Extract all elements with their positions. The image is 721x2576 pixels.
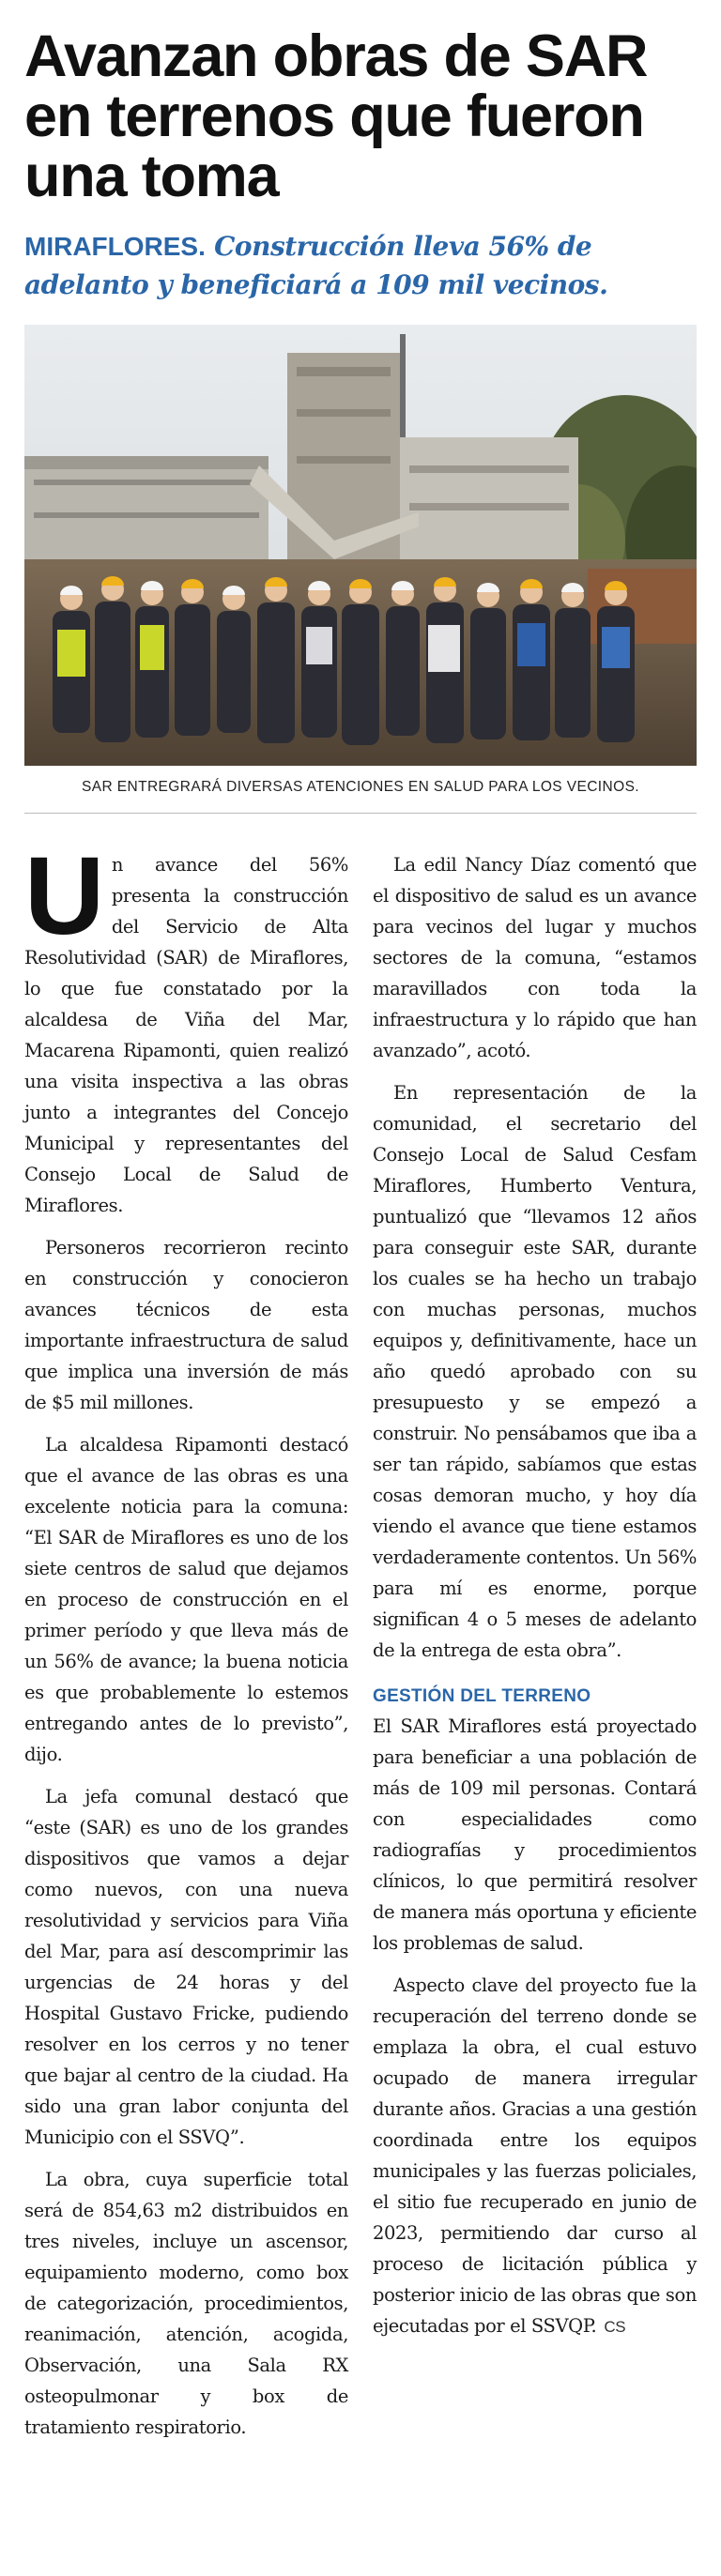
lead-location: MIRAFLORES.	[24, 232, 206, 261]
column-right	[373, 849, 697, 2454]
paragraph: Aspecto clave del proyecto fue la recuperación del terreno donde se emplaza la obra, el cual estuvo ocupado de manera irregular durante años. Gracias a una gestión coordinada entre los equipos municipales y las fuerzas policiales, el sitio fue recuperado en junio de 2023, permitiendo dar curso al proceso de licitación pública y posterior inicio de las obras que son ejecutadas por el SSVQP. CS	[373, 1974, 697, 2337]
column-left	[24, 834, 348, 2454]
section-subhead: GESTIÓN DEL TERRENO	[373, 1686, 591, 1706]
construction-site-photo	[24, 325, 697, 766]
paragraph: La alcaldesa Ripamonti destacó que el avance de las obras es una excelente noticia para la comuna: “El SAR de Miraflores es uno de los siete centros de salud que dejamos en proceso de construcción en el primer período y que lleva más de un 56% de avance; la buena noticia es que probablemente lo estemos entregando antes de lo previsto”, dijo.	[24, 1434, 348, 1765]
dropcap: U	[24, 834, 104, 958]
paragraph: La obra, cuya superficie total será de 854,63 m2 distribuidos en tres niveles, incluye un ascensor, equipamiento moderno, como box de categorización, procedimientos, reanimación, atención, acogida, Observación, una Sala RX osteopulmonar y box de tratamiento respiratorio.	[24, 2169, 348, 2438]
paragraph: La edil Nancy Díaz comentó que el dispositivo de salud es un avance para vecinos del lugar y muchos sectores de la comuna, “estamos maravillados con toda la infraestructura y lo rápido que han avanzado”, acotó.	[373, 854, 697, 1061]
paragraph: Un avance del 56% presenta la construcción del Servicio de Alta Resolutividad (SAR) de Miraflores, lo que fue constatado por la alcaldesa de Viña del Mar, Macarena Ripamonti, quien realizó una visita inspectiva a las obras junto a integrantes del Concejo Municipal y representantes del Consejo Local de Salud de Miraflores.	[24, 834, 348, 1216]
paragraph: La jefa comunal destacó que “este (SAR) es uno de los grandes dispositivos que vamos a dejar como nuevos, con una nueva resolutividad y servicios para Viña del Mar, para así descomprimir las urgencias de 24 horas y del Hospital Gustavo Fricke, pudiendo resolver en los cerros y no tener que bajar al centro de la ciudad. Ha sido una gran labor conjunta del Municipio con el SSVQ”.	[24, 1786, 348, 2148]
headline: Avanzan obras de SAR en terrenos que fueron una toma	[24, 23, 648, 209]
article-page	[0, 23, 721, 2576]
paragraph: En representación de la comunidad, el secretario del Consejo Local de Salud Cesfam Miraflores, Humberto Ventura, puntualizó que “llevamos 12 años para conseguir este SAR, durante los cuales se ha hecho un trabajo con muchas personas, muchos equipos y, definitivamente, hace un año quedó aprobado con su presupuesto y se empezó a construir. No pensábamos que iba a ser tan rápido, sabíamos que estas cosas demoran mucho, y hoy día viendo el avance que tiene estamos verdaderamente contentos. Un 56% para mí es enorme, porque significan 4 o 5 meses de adelanto de la entrega de esta obra”.	[373, 1082, 697, 1661]
photo-caption: SAR ENTREGRARÁ DIVERSAS ATENCIONES EN SALUD PARA LOS VECINOS.	[24, 779, 697, 814]
lead-text: Construcción lleva 56% de adelanto y beneficiará a 109 mil vecinos.	[24, 231, 608, 300]
end-mark: CS	[604, 2318, 626, 2336]
article-photo	[24, 325, 697, 766]
paragraph: Personeros recorrieron recinto en construcción y conocieron avances técnicos de esta importante infraestructura de salud que implica una inversión de más de $5 mil millones.	[24, 1237, 348, 1413]
lead	[24, 227, 697, 304]
article-body	[24, 834, 697, 2454]
paragraph: El SAR Miraflores está proyectado para beneficiar a una población de más de 109 mil personas. Contará con especialidades como radiografías y procedimientos clínicos, lo que permitirá resolver de manera más oportuna y eficiente los problemas de salud.	[373, 1715, 697, 1954]
